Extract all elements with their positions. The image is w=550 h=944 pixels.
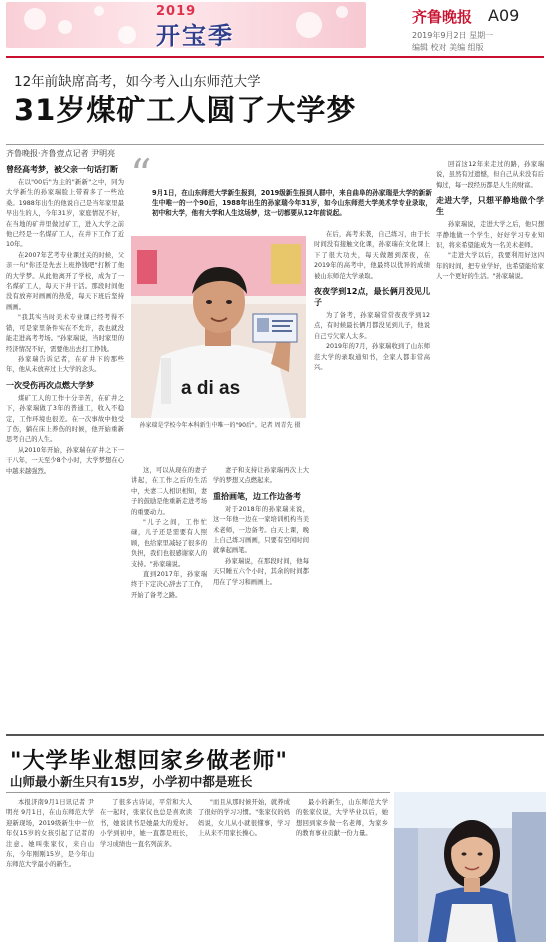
paragraph: 最小的新生，山东师范大学的张家仪说，大学毕业以后，她想回到家乡做一名老师，为家乡的教育事业贡献一份力量。 (296, 799, 388, 838)
paragraph: "儿子之间，工作忙碌，儿子还是需要有人照顾，也给家里减轻了很多的负担，我们也很感谢家人的支持。"孙家瑞说。 (131, 519, 207, 568)
banner-year: 2019 (156, 4, 197, 19)
paragraph: 妻子和支持让孙家瑞再次上大学的梦想又点燃起来。 (213, 467, 309, 485)
article-headline: 31岁煤矿工人圆了大学梦 (14, 93, 357, 127)
masthead-rule (6, 56, 544, 58)
paragraph: 孙家瑞说，走进大学之后，他只想平静地做一个学生，好好学习专业知识，将来希望能成为一名美术老师。 (436, 221, 544, 250)
article-photo (131, 236, 306, 418)
student-portrait-illustration (131, 236, 306, 418)
newspaper-brand: 齐鲁晚报 (412, 8, 473, 26)
headline-rule (6, 144, 544, 145)
article2-photo (394, 792, 546, 942)
article2-deck: 山师最小新生只有15岁，小学初中都是班长 (10, 774, 253, 789)
page-code: A09 (488, 6, 520, 25)
section-divider (6, 734, 544, 736)
paragraph: "而且从那时候开始，就养成了很好的学习习惯。"张家仪的妈妈说，女儿从小就很懂事，学习上从来不用家长操心。 (198, 799, 290, 838)
quote-mark-icon: “ (130, 150, 152, 199)
subheading: 走进大学，只想平静地做个学生 (436, 196, 544, 217)
subheading: 重拾画笔，边工作边备考 (213, 491, 301, 501)
photo-caption: 孙家瑞是学校今年本科新生中唯一的"90后"。记者 周青先 摄 (139, 422, 301, 429)
paragraph: 在2007年艺考专业课过关的时候，父亲一句"你还是先去上班挣钱吧"打断了他的大学梦。从此他离开了学校，成为了一名煤矿工人，每天下井干活。那段时间他没有放弃对画画的热爱，每天下班后坚持画画。 (6, 251, 124, 311)
article-byline: 齐鲁晚报·齐鲁壹点记者 尹明亮 (6, 149, 116, 158)
paragraph: 在后，高考来袭，自己练习，由于长时间没有接触文化课，孙家瑞在文化课上下了很大功夫，每天做题到深夜，在2019年的高考中，他最终以优异的成绩被山东师范大学录取。 (314, 231, 430, 280)
editor-credits: 编辑 校对 美编 组版 (412, 43, 484, 52)
deck-rule (6, 792, 390, 793)
article-column-1 (6, 160, 124, 724)
paragraph: 2019年的7月，孙家瑞收到了山东师范大学的录取通知书，全家人都非常高兴。 (314, 343, 430, 372)
article-kicker: 12年前缺席高考，如今考入山东师范大学 (14, 74, 261, 90)
young-student-illustration (394, 792, 546, 942)
paragraph: 这，可以从现在的妻子讲起，在工作之后的生活中，夫妻二人相识相知，妻子的鼓励是他重新走进考场的重要动力。 (131, 467, 207, 516)
paragraph: 在以"00后"为主的"新新"之中，同为大学新生的孙家瑞脸上带着多了一些沧桑。1988年出生的他说自己是当年家里最早出生的人，今年31岁，家庭情况不好，在当地的矿井里做过矿工，进入大学之前他已经是一名煤矿工人，在井下工作了近10年。 (6, 179, 124, 249)
article-column-2 (131, 466, 207, 724)
paragraph: 直到2017年，孙家瑞终于下定决心辞去了工作，开始了备考之路。 (131, 571, 207, 599)
paragraph: 为了备考，孙家瑞常常夜夜学到12点，有时候最长俩月都没见到儿子，他说自己亏欠家人太多。 (314, 312, 430, 340)
article-column-5 (436, 160, 544, 724)
subheading: 曾经高考梦，被父亲一句话打断 (6, 165, 118, 174)
paragraph: "我其实当时美术专业课已经考得不错，可是家里条件实在不允许，我也就没能走进高考考场。"孙家瑞说，当时家里的经济情况不好，需要他出去打工挣钱。 (6, 314, 124, 353)
article-intro (130, 150, 432, 226)
section-banner (6, 2, 366, 48)
paragraph: 本报济南9月1日讯记者 尹明亮 9月1日，在山东师范大学迎新现场，2019级新生中一位年仅15岁的女孩引起了记者的注意。她叫张家仪，来自山东，今年刚刚15岁，是今年山东师范大学最小的新生。 (6, 799, 94, 869)
svg-text:a di as: a di as (181, 378, 241, 399)
article2-column-2 (100, 798, 192, 940)
paragraph: 了很多古诗词，平常和大人在一起时，张家仪也总是喜欢读书，她说读书是她最大的爱好。小学到初中，她一直都是班长，学习成绩也一直名列前茅。 (100, 799, 192, 848)
paragraph: 孙家瑞告诉记者，在矿井下的那些年，他从未放弃过上大学的念头。 (6, 355, 124, 374)
article2-column-1 (6, 798, 94, 940)
subheading: 夜夜学到12点，最长俩月没见儿子 (314, 287, 430, 308)
article2-column-3 (198, 798, 290, 940)
paragraph: 孙家瑞说，在那段时间，他每天只睡五六个小时，其余的时间都用在了学习和画画上。 (213, 557, 309, 586)
subheading: 一次受伤再次点燃大学梦 (6, 380, 94, 390)
article2-column-4 (296, 798, 388, 940)
article-column-3 (213, 466, 309, 724)
article-column-4 (314, 230, 430, 724)
masthead (0, 0, 550, 56)
paragraph: 回首这12年来走过的路，孙家瑞说，虽然有过遗憾，但自己从来没有后悔过，每一段经历都是人生的财富。 (436, 161, 544, 189)
paragraph: 对于2018年的孙家瑞来说，这一年他一边在一家培训机构当美术老师，一边备考。白天上课，晚上自己练习画画，只要有空闲时间就拿起画笔。 (213, 505, 309, 555)
issue-date: 2019年9月2日 星期一 (412, 31, 494, 40)
article2-headline: "大学毕业想回家乡做老师" (10, 749, 288, 774)
paragraph: 从2010年开始，孙家瑞在矿井之下一干八年，一天至少8个小时，大学梦想在心中越来越强烈。 (6, 446, 124, 475)
paragraph: 煤矿工人的工作十分辛苦，在矿井之下，孙家瑞做了3年的普通工，收入不稳定，工作环境也很差。在一次事故中他受了伤，躺在床上养伤的时候，他开始重新思考自己的人生。 (6, 394, 124, 444)
paragraph: "走进大学以后，我要利用好这四年的时间，把专业学好，也希望能给家人一个更好的生活。"孙家瑞说。 (436, 252, 544, 281)
intro-text: 9月1日，在山东师范大学新生报到，2019级新生报到人群中，来自曲阜的孙家瑞是大学的新新生中唯一的一个90后，1988年出生的孙家瑞今年31岁，如今山东师范大学美术学专业录取，初中和大学，他有大学和人生这场梦，这一切都要从12年前说起。 (152, 189, 432, 217)
banner-title: 开宝季 (156, 21, 234, 48)
